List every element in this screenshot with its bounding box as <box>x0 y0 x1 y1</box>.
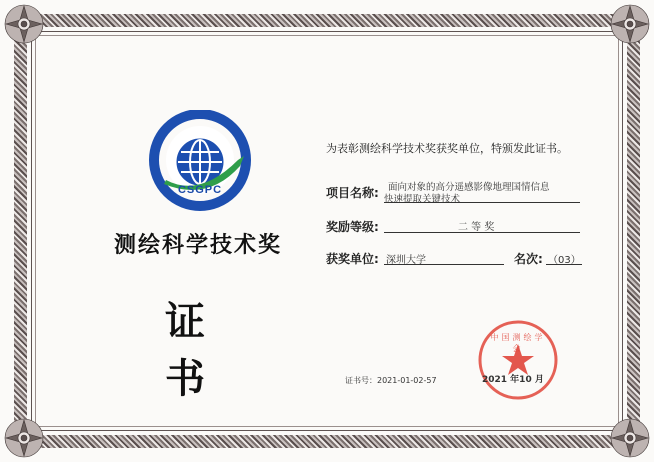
rank-label: 名次: <box>514 252 543 266</box>
unit-label: 获奖单位: <box>326 252 379 266</box>
rank-underline <box>546 264 582 265</box>
rank-value: （03） <box>548 255 581 266</box>
unit-underline <box>384 264 504 265</box>
corner-rosette-icon <box>608 416 652 460</box>
corner-rosette-icon <box>2 2 46 46</box>
intro-text: 为表彰测绘科学技术奖获奖单位，特颁发此证书。 <box>326 142 568 155</box>
grade-underline <box>384 232 580 233</box>
logo-abbreviation: CSGPC <box>177 184 223 196</box>
corner-rosette-icon <box>2 416 46 460</box>
csgpc-globe-logo-icon <box>148 110 252 214</box>
project-name-line1: 面向对象的高分遥感影像地理国情信息 <box>388 182 550 193</box>
corner-rosette-icon <box>608 2 652 46</box>
seal-text: 中国测绘学会 <box>490 333 546 353</box>
official-seal-icon <box>476 318 560 402</box>
certificate-number: 证书号：2021-01-02-57 <box>345 376 437 385</box>
issue-date: 2021 年10 月 <box>482 375 544 385</box>
grade-label: 奖励等级: <box>326 220 379 234</box>
grade-value: 二 等 奖 <box>458 222 495 233</box>
project-underline <box>384 202 580 203</box>
project-name-line2: 快速提取关键技术 <box>384 194 461 205</box>
certificate-heading: 证 书 <box>165 298 235 402</box>
project-label: 项目名称: <box>326 186 379 200</box>
award-title: 测绘科学技术奖 <box>113 233 282 258</box>
unit-value: 深圳大学 <box>386 255 426 266</box>
